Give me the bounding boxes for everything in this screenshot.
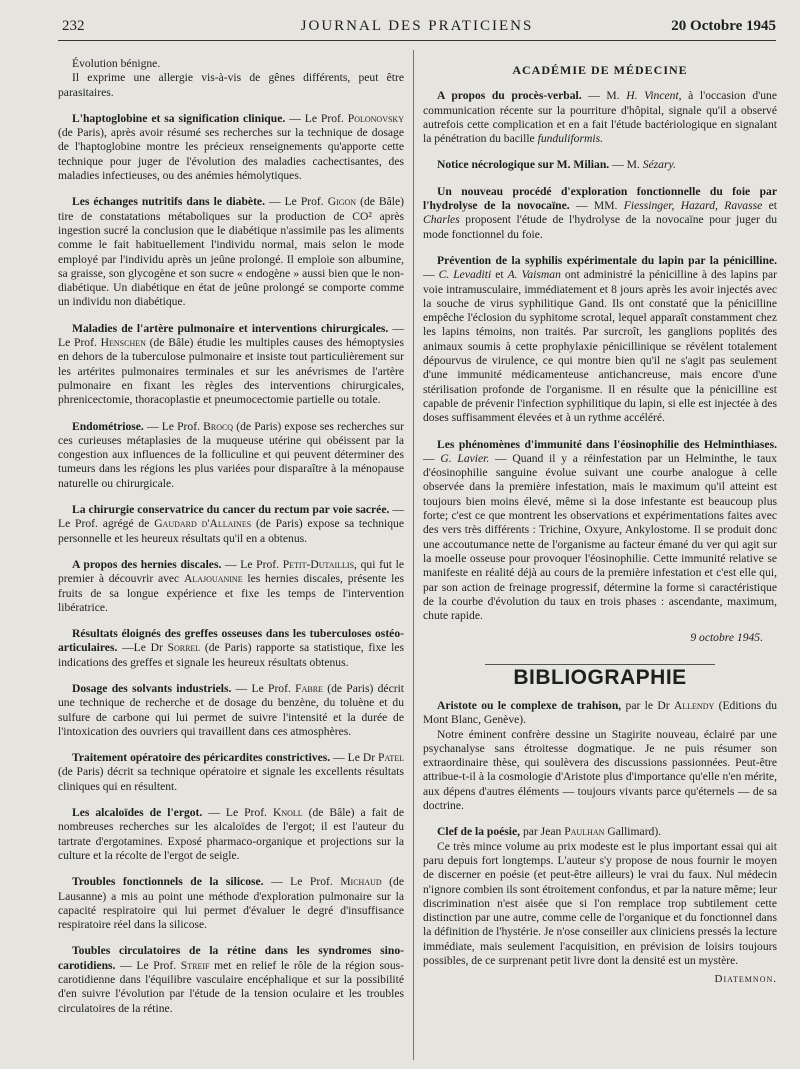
item-text: (de Paris), après avoir résumé ses recherches sur la technique de dosage de l'haptoglobine montre les précieux renseignements qu'apporte cette technique pour juger de l'évolution des maladies cachectisantes, des maladies infectieuses, ou des anémies hémolytiques.	[58, 126, 404, 183]
communication-item	[58, 195, 404, 309]
item-title: Toubles circulatoires de la rétine dans les syndromes sino-carotidiens.	[58, 944, 404, 972]
item-author: Petit-Dutaillis,	[282, 557, 357, 571]
book-entry-heading: Aristote ou le complexe de trahison, par le Dr Allendy (Editions du Mont Blanc, Genève).	[423, 698, 778, 727]
column-divider	[413, 50, 414, 1060]
item-author: Gigon	[327, 195, 357, 209]
item-text: (de Paris) expose sa technique personnelle et les heureux résultats qu'il en a obtenus.	[58, 517, 404, 545]
item-title: Les échanges nutritifs dans le diabète.	[72, 195, 265, 209]
item-author: Streif	[180, 958, 210, 972]
item-title: Les alcaloïdes de l'ergot.	[72, 806, 203, 820]
book-title: Clef de la poésie,	[437, 825, 521, 839]
intro-line: Évolution bénigne.	[72, 57, 161, 70]
item-prefix: — Le Dr	[333, 751, 376, 765]
bibliography-rule	[485, 664, 715, 665]
item-title: Résultats éloignés des greffes osseuses dans les tuberculoses ostéo-articulaires.	[58, 627, 404, 655]
item-author: Knoll	[272, 806, 303, 820]
communication-item	[58, 112, 404, 183]
item-text: (de Bâle) étudie les multiples causes des hémoptysies en dehors de la tuberculose pulmonaire et insiste tout particulièrement sur les artérites pulmonaires terminales et sur les anévrismes de l'artère pulmonaire en fixant les règles des interventions chirurgicales, phrenicectomie, thoracoplastie et pneumocectomie partielle ou totale.	[58, 336, 404, 407]
item-title: A propos du procès-verbal.	[437, 89, 582, 103]
item-author: H. Vincent,	[626, 89, 682, 103]
item-title: La chirurgie conservatrice du cancer du rectum par voie sacrée.	[72, 503, 390, 517]
book-review: Notre éminent confrère dessine un Stagirite nouveau, éclairé par une psychanalyse sans étroitesse dogmatique. Je ne puis résumer son extraordinaire thèse, qui soulèvera des discussions passionnées. Peut-être attribue-t-il à la cosmologie d'Aristote plus d'importance qu'elle n'en mérite, aux dépens d'autres éléments — toujours vivants parce qu'éternels — de sa doctrine.	[423, 727, 777, 813]
item-text: (de Paris) expose ses recherches sur ces curieuses métaplasies de la muqueuse utérine qui obéissent par la congestion aux influences de la folliculine et qui peuvent déterminer des tumeurs dans les régions les plus variées pour disparaître à la ménopause naturelle ou chirurgicale.	[58, 419, 404, 490]
communication-item	[58, 682, 404, 739]
book-author: Paulhan	[564, 825, 605, 839]
communication-item	[58, 420, 404, 491]
item-author: Sézary.	[642, 158, 676, 172]
communications-list	[58, 112, 404, 1016]
book-entry-heading: Clef de la poésie, par Jean Paulhan Gallimard).	[437, 825, 662, 839]
left-column	[58, 57, 404, 1028]
communication-item	[58, 322, 404, 408]
communication-item	[58, 627, 404, 670]
item-prefix: — Le Prof.	[146, 419, 200, 433]
item-title: Troubles fonctionnels de la silicose.	[72, 875, 264, 889]
item-author: Michaud	[340, 875, 382, 889]
communication-item	[58, 944, 404, 1015]
item-prefix: — Le Prof.	[225, 557, 280, 571]
item-author: Brocq	[203, 419, 234, 433]
communication-item	[58, 503, 404, 546]
academy-section-title: ACADÉMIE DE MÉDECINE	[512, 63, 688, 77]
item-text: (de Paris) rapporte sa statistique, fixe les indications des greffes et signale les heureux résultats obtenus.	[58, 641, 404, 669]
item-author: G. Lavier.	[440, 451, 490, 465]
item-prefix: — Le Prof.	[120, 958, 177, 972]
item-author: C. Levaditi	[438, 268, 492, 282]
item-author: Patel	[378, 751, 405, 765]
item-author: Fabre	[295, 681, 323, 695]
item-title: Traitement opératoire des péricardites constrictives.	[72, 751, 331, 765]
item-title: Dosage des solvants industriels.	[72, 681, 232, 695]
item-text: les hernies discales, présente les fruits de sa longue expérience et fixe les temps de l'intervention libératrice.	[58, 572, 404, 614]
journal-title: JOURNAL DES PRATICIENS	[300, 18, 534, 34]
item-prefix: — Le Prof.	[58, 321, 405, 350]
item-text: (de Lausanne) a mis au point une méthode d'exploration pulmonaire sur la capacité respiratoire qui lui permet d'évaluer le degré d'insuffisance respiratoire réel dans la silicose.	[58, 875, 404, 932]
item-title: Endométriose.	[72, 419, 144, 433]
header-rule	[58, 40, 776, 41]
item-text: (de Bâle) a fait de nombreuses recherches sur les alcaloïdes de l'ergot; il est l'auteur du tartrate d'ergotamines. Exposé pharmaco-organique et projections sur la culture et la récolte de l'ergot de seigle.	[58, 806, 405, 862]
item-author: Alajouanine	[184, 572, 243, 586]
item-prefix: — Le Prof.	[289, 111, 344, 125]
item-prefix: — Le Prof. agrégé de	[58, 503, 404, 531]
item-text: met en relief le rôle de la région sous-carotidienne dans l'équilibre vasculaire encéphalique et sur la possibilité d'en suivre l'évolution par l'étude de la tension oculaire et les troubles circulatoires de la rétine.	[58, 958, 405, 1015]
item-author: Fiessinger, Hazard, Ravasse	[623, 199, 763, 213]
intro-line: Il exprime une allergie vis-à-vis de gênes différents, peut être parasitaires.	[58, 71, 404, 99]
communication-item: A propos des hernies discales. — Le Prof. Petit-Dutaillis, qui fut le premier à découvrir avec Alajouanine les hernies discales, présente les fruits de sa longue expérience et fixe les temps de l'intervention libératrice.	[58, 557, 404, 614]
item-text: (de Bâle) tire de constatations métaboliques sur la production de CO² après ingestion sucré la conclusion que le diabétique n'assimile pas les aliments comme le fait habituellement l'individu normal, mais selon le mode employé par l'individu après un jeûne prolongé. Il emploie son albumine, sa graisse, son glycogène et son sucre « endogène » aussi bien que le non-diabétique. Un diabétique en état de jeûne prolongé se comporte comme un individu non diabétique.	[58, 195, 405, 309]
item-author: Sorrel	[167, 641, 201, 655]
page-number: 232	[62, 18, 85, 34]
page-header	[58, 12, 776, 42]
item-title: Maladies de l'artère pulmonaire et interventions chirurgicales.	[72, 321, 389, 335]
right-column	[423, 59, 777, 987]
item-title: L'haptoglobine et sa signification clinique.	[72, 111, 286, 125]
academy-item: Prévention de la syphilis expérimentale du lapin par la pénicilline. — C. Levaditi et A. Vaisman ont administré la pénicilline à des lapins par voie intramusculaire, immédiatement et 8 jours après les avoir injectés avec la souche de virus syphilitique Gand. Ils ont constaté que la pénicilline empêche l'éclosion du syphitome scrotal, lequel apparaît constamment chez les lapins témoins, non traités. Par surcroît, les ganglions poplités des animaux soumis à cette prophylaxie pénicillinique se révèlent totalement dépourvus de virulence, ce qui montre bien qu'il ne s'agit pas seulement d'une immunité médicamenteuse antichancreuse, mais encore d'une stérilisation profonde de l'organisme. Il en résulte que la pénicilline est capable de prévenir l'infection syphilitique du lapin, si elle est injectée à des doses suffisamment élevées et à un rythme accéléré.	[423, 253, 777, 425]
issue-date: 20 Octobre 1945	[671, 18, 776, 34]
item-prefix: —Le Dr	[122, 641, 163, 655]
item-title: A propos des hernies discales.	[72, 557, 222, 571]
communication-item	[58, 751, 404, 794]
item-text: (de Paris) décrit sa technique opératoire et signale les excellents résultats cliniques qui en résultent.	[58, 765, 404, 793]
item-title: Prévention de la syphilis expérimentale du lapin par la pénicilline.	[437, 253, 777, 267]
bibliography-title: BIBLIOGRAPHIE	[513, 665, 687, 689]
item-author: Gaudard d'Allaines	[154, 517, 252, 531]
item-title: Un nouveau procédé d'exploration fonctionnelle du foie par l'hydrolyse de la novocaïne.	[423, 184, 777, 213]
communication-item	[58, 806, 404, 863]
item-title: Notice nécrologique sur M. Milian.	[437, 158, 610, 172]
item-title: Les phénomènes d'immunité dans l'éosinophilie des Helminthiases.	[437, 437, 777, 451]
book-title: Aristote ou le complexe de trahison,	[437, 698, 622, 712]
item-author: Henschen	[100, 336, 146, 350]
item-prefix: — Le Prof.	[268, 195, 324, 209]
academy-item: A propos du procès-verbal. — M. H. Vincent, à l'occasion d'une communication récente sur la pourriture d'hôpital, signale qu'il a observé autrefois cette complication et en a fait l'étude bactériologique en signalant la pénétration du bacille funduliformis.	[423, 89, 777, 146]
book-review: Ce très mince volume au prix modeste est le plus important essai qui ait paru depuis fort longtemps. L'auteur s'y propose de nous fournir le moyen de discerner en poésie (et peut-être ailleurs) le vrai du faux. Nul médecin n'ignore combien ils sont étroitement confondus, et par la nature même; leur discrimination n'est aisée que si l'on remplace trop subtilement cette distinction par une autre, comme celle de l'organique et du fonctionnel dans la définition de l'hystérie. Je n'ose conseiller aux cliniciens pressés la lecture immédiate, mais seulement l'acquisition, en prévision de loisirs toujours possibles, de ce surprenant petit livre dont la densité est un mystère.	[423, 839, 777, 968]
item-text: (de Paris) décrit une technique de recherche et de dosage du benzène, du toluène et du sulfure de carbone qui lui permet de suivre l'intensité et la durée de l'intoxication des ouvriers qui travaillent dans ces atmosphères.	[58, 681, 405, 738]
item-author: Polonovsky	[347, 111, 404, 125]
item-prefix: — Le Prof.	[208, 806, 267, 820]
item-prefix: — Le Prof.	[235, 681, 291, 695]
item-prefix: — Le Prof.	[271, 875, 333, 889]
academy-item: Les phénomènes d'immunité dans l'éosinophilie des Helminthiases. — G. Lavier. — Quand il y a réinfestation par un Helminthe, le taux d'éosinophilie sanguine évolue suivant une courbe analogue à celle observée dans la première infestation, mais le maximum qu'il atteint est toujours bien moins élevé, même si la dose infestante est beaucoup plus forte; c'est ce que montrent les observations et expérimentations faites avec des vers très différents : Trichine, Oxyure, Ankylostome. Il se produit donc une accoutumance nette de l'organisme au facteur émané du ver qui agit sur la moelle osseuse pour provoquer l'éosinophilie. Cette immunité relative se manifeste en réalité déjà au cours de la première infestation et c'est elle qui, par son action de freinage progressif, détermine la forme si caractéristique de la courbe d'évolution du taux en trois phases : ascendante, maximum, chute rapide.	[423, 437, 777, 623]
academy-item: Notice nécrologique sur M. Milian. — M. Sézary.	[437, 158, 676, 172]
signature-date: 9 octobre 1945.	[690, 631, 763, 645]
academy-item: Un nouveau procédé d'exploration fonctionnelle du foie par l'hydrolyse de la novocaïne. — MM. Fiessinger, Hazard, Ravasse et Charles proposent l'étude de l'hydrolyse de la novocaïne pour juger du mode fonctionnel du foie.	[423, 184, 777, 241]
communication-item	[58, 875, 404, 932]
reviewer-signature: Diatemnon.	[714, 973, 777, 986]
book-author: Allendy	[673, 698, 715, 712]
